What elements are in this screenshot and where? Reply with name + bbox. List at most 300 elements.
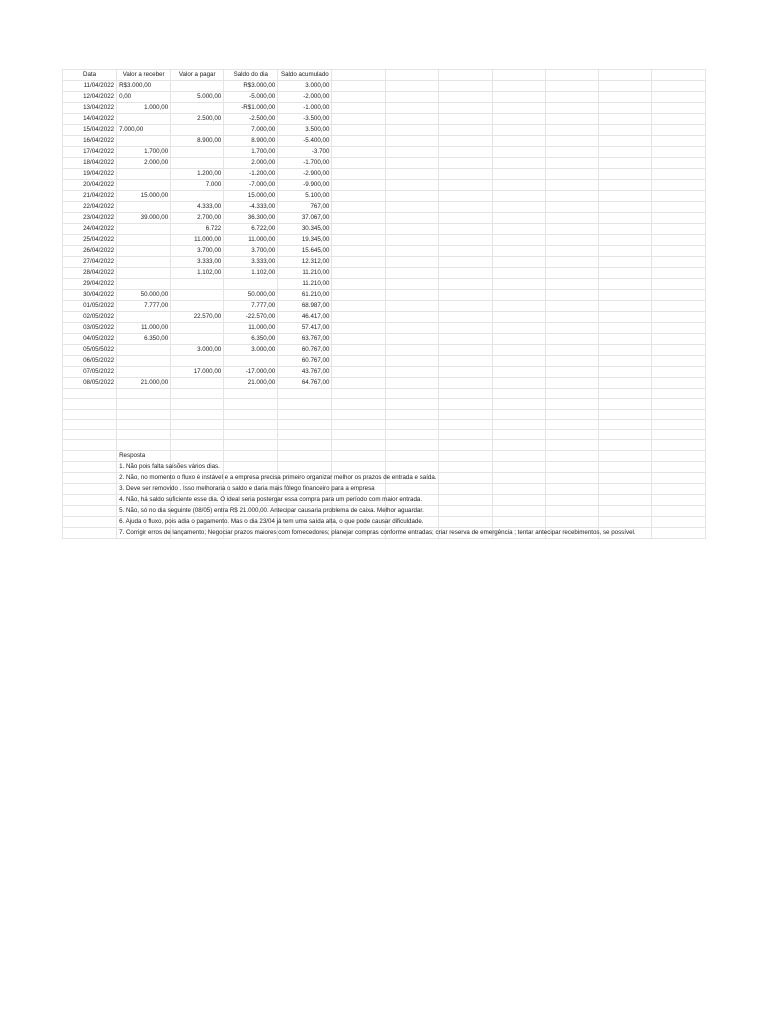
empty-cell[interactable] <box>278 399 332 409</box>
payable-cell[interactable]: 3.333,00 <box>171 257 224 268</box>
empty-cell[interactable] <box>224 409 278 419</box>
empty-cell[interactable] <box>598 450 651 461</box>
day-balance-cell[interactable]: -22.570,00 <box>224 312 278 323</box>
empty-cell[interactable] <box>438 213 492 224</box>
empty-cell[interactable] <box>438 81 492 92</box>
empty-cell[interactable] <box>651 367 705 378</box>
payable-cell[interactable]: 6.722 <box>171 224 224 235</box>
empty-cell[interactable] <box>492 125 545 136</box>
empty-cell[interactable] <box>438 246 492 257</box>
empty-cell[interactable] <box>386 81 438 92</box>
empty-cell[interactable] <box>545 213 598 224</box>
empty-cell[interactable] <box>278 440 332 450</box>
empty-cell[interactable] <box>332 224 386 235</box>
empty-cell[interactable] <box>598 268 651 279</box>
empty-cell[interactable] <box>332 323 386 334</box>
empty-cell[interactable] <box>386 301 438 312</box>
empty-cell[interactable] <box>651 235 705 246</box>
empty-cell[interactable] <box>651 279 705 290</box>
empty-cell[interactable] <box>545 367 598 378</box>
empty-cell[interactable] <box>651 334 705 345</box>
empty-cell[interactable] <box>651 213 705 224</box>
empty-cell[interactable] <box>438 419 492 429</box>
receivable-cell[interactable] <box>117 180 171 191</box>
empty-cell[interactable] <box>545 169 598 180</box>
day-balance-cell[interactable]: R$3.000,00 <box>224 81 278 92</box>
empty-cell[interactable] <box>598 136 651 147</box>
empty-cell[interactable] <box>492 224 545 235</box>
empty-cell[interactable] <box>438 389 492 399</box>
empty-cell[interactable] <box>332 345 386 356</box>
date-cell[interactable]: 22/04/2022 <box>63 202 117 213</box>
empty-cell[interactable] <box>598 147 651 158</box>
payable-cell[interactable] <box>171 378 224 389</box>
empty-cell[interactable] <box>386 409 438 419</box>
empty-cell[interactable] <box>117 430 171 440</box>
empty-cell[interactable] <box>651 147 705 158</box>
day-balance-cell[interactable]: -17.000,00 <box>224 367 278 378</box>
empty-cell[interactable] <box>651 516 705 527</box>
empty-cell[interactable] <box>438 430 492 440</box>
empty-cell[interactable] <box>332 191 386 202</box>
empty-cell[interactable] <box>545 191 598 202</box>
empty-cell[interactable] <box>598 103 651 114</box>
empty-cell[interactable] <box>386 92 438 103</box>
empty-cell[interactable] <box>63 430 117 440</box>
empty-cell[interactable] <box>598 323 651 334</box>
empty-cell[interactable] <box>651 378 705 389</box>
date-cell[interactable]: 15/04/2022 <box>63 125 117 136</box>
receivable-cell[interactable]: 7.000,00 <box>117 125 171 136</box>
day-balance-cell[interactable]: -5.000,00 <box>224 92 278 103</box>
empty-cell[interactable] <box>63 409 117 419</box>
empty-cell[interactable] <box>492 450 545 461</box>
accumulated-balance-cell[interactable]: 30.345,00 <box>278 224 332 235</box>
empty-cell[interactable] <box>651 81 705 92</box>
payable-cell[interactable] <box>171 191 224 202</box>
empty-cell[interactable] <box>492 213 545 224</box>
empty-cell[interactable] <box>386 440 438 450</box>
date-cell[interactable]: 25/04/2022 <box>63 235 117 246</box>
payable-cell[interactable] <box>171 125 224 136</box>
empty-cell[interactable] <box>332 399 386 409</box>
empty-cell[interactable] <box>545 301 598 312</box>
empty-cell[interactable] <box>651 312 705 323</box>
empty-cell[interactable] <box>386 103 438 114</box>
empty-cell[interactable] <box>438 125 492 136</box>
empty-cell[interactable] <box>545 505 598 516</box>
empty-cell[interactable] <box>545 356 598 367</box>
accumulated-balance-cell[interactable]: 68.987,00 <box>278 301 332 312</box>
empty-cell[interactable] <box>545 472 598 483</box>
empty-cell[interactable] <box>545 334 598 345</box>
empty-cell[interactable] <box>117 409 171 419</box>
empty-cell[interactable] <box>386 202 438 213</box>
payable-cell[interactable] <box>171 334 224 345</box>
date-cell[interactable]: 28/04/2022 <box>63 268 117 279</box>
payable-cell[interactable]: 17.000,00 <box>171 367 224 378</box>
empty-cell[interactable] <box>598 158 651 169</box>
empty-cell[interactable] <box>332 246 386 257</box>
empty-cell[interactable] <box>438 312 492 323</box>
day-balance-cell[interactable]: 50.000,00 <box>224 290 278 301</box>
empty-cell[interactable] <box>332 367 386 378</box>
empty-cell[interactable] <box>386 419 438 429</box>
empty-cell[interactable] <box>598 125 651 136</box>
date-cell[interactable]: 06/05/2022 <box>63 356 117 367</box>
empty-cell[interactable] <box>598 202 651 213</box>
empty-cell[interactable] <box>492 158 545 169</box>
receivable-cell[interactable] <box>117 169 171 180</box>
accumulated-balance-cell[interactable]: 63.767,00 <box>278 334 332 345</box>
empty-cell[interactable] <box>492 246 545 257</box>
empty-cell[interactable] <box>386 224 438 235</box>
empty-cell[interactable] <box>492 430 545 440</box>
empty-cell[interactable] <box>492 367 545 378</box>
answer-item[interactable]: 7. Corrigir erros de lançamento; Negociar prazos maiores com fornecedores; planejar compras conforme entradas; criar reserva de emergência ; tentar antecipar recebimentos, se possível. <box>117 527 171 538</box>
receivable-cell[interactable]: 21.000,00 <box>117 378 171 389</box>
empty-cell[interactable] <box>598 290 651 301</box>
empty-cell[interactable] <box>438 345 492 356</box>
empty-cell[interactable] <box>386 430 438 440</box>
empty-cell[interactable] <box>492 516 545 527</box>
empty-cell[interactable] <box>171 389 224 399</box>
empty-cell[interactable] <box>386 257 438 268</box>
empty-cell[interactable] <box>332 430 386 440</box>
empty-cell[interactable] <box>332 378 386 389</box>
empty-cell[interactable] <box>224 430 278 440</box>
empty-cell[interactable] <box>332 312 386 323</box>
accumulated-balance-cell[interactable]: -9.900,00 <box>278 180 332 191</box>
answers-title[interactable]: Resposta <box>117 450 171 461</box>
empty-cell[interactable] <box>332 419 386 429</box>
empty-cell[interactable] <box>651 191 705 202</box>
empty-cell[interactable] <box>651 92 705 103</box>
empty-cell[interactable] <box>651 389 705 399</box>
empty-cell[interactable] <box>651 450 705 461</box>
empty-cell[interactable] <box>438 494 492 505</box>
empty-cell[interactable] <box>332 461 386 472</box>
empty-cell[interactable] <box>545 235 598 246</box>
empty-cell[interactable] <box>438 202 492 213</box>
accumulated-balance-cell[interactable]: 5.100,00 <box>278 191 332 202</box>
empty-cell[interactable] <box>332 389 386 399</box>
empty-cell[interactable] <box>332 450 386 461</box>
empty-cell[interactable] <box>438 450 492 461</box>
empty-cell[interactable] <box>63 461 117 472</box>
empty-cell[interactable] <box>598 378 651 389</box>
empty-cell[interactable] <box>598 389 651 399</box>
payable-cell[interactable]: 5.000,00 <box>171 92 224 103</box>
empty-cell[interactable] <box>332 125 386 136</box>
empty-cell[interactable] <box>651 483 705 494</box>
empty-cell[interactable] <box>651 169 705 180</box>
date-cell[interactable]: 24/04/2022 <box>63 224 117 235</box>
empty-cell[interactable] <box>332 279 386 290</box>
empty-cell[interactable] <box>545 290 598 301</box>
day-balance-cell[interactable]: -1.200,00 <box>224 169 278 180</box>
empty-cell[interactable] <box>651 430 705 440</box>
empty-cell[interactable] <box>492 169 545 180</box>
day-balance-cell[interactable] <box>224 279 278 290</box>
date-cell[interactable]: 19/04/2022 <box>63 169 117 180</box>
empty-cell[interactable] <box>545 345 598 356</box>
empty-cell[interactable] <box>545 461 598 472</box>
empty-cell[interactable] <box>545 419 598 429</box>
day-balance-cell[interactable]: -7.000,00 <box>224 180 278 191</box>
payable-cell[interactable]: 11.000,00 <box>171 235 224 246</box>
empty-cell[interactable] <box>651 345 705 356</box>
receivable-cell[interactable]: 50.000,00 <box>117 290 171 301</box>
empty-cell[interactable] <box>598 279 651 290</box>
column-header[interactable]: Data <box>63 70 117 81</box>
receivable-cell[interactable] <box>117 356 171 367</box>
accumulated-balance-cell[interactable]: 60.767,00 <box>278 356 332 367</box>
day-balance-cell[interactable]: 2.000,00 <box>224 158 278 169</box>
empty-cell[interactable] <box>492 399 545 409</box>
empty-cell[interactable] <box>492 378 545 389</box>
empty-cell[interactable] <box>492 419 545 429</box>
empty-cell[interactable] <box>545 494 598 505</box>
receivable-cell[interactable] <box>117 257 171 268</box>
day-balance-cell[interactable]: 7.000,00 <box>224 125 278 136</box>
empty-cell[interactable] <box>598 409 651 419</box>
empty-cell[interactable] <box>492 136 545 147</box>
empty-cell[interactable] <box>651 409 705 419</box>
accumulated-balance-cell[interactable]: 12.312,00 <box>278 257 332 268</box>
empty-cell[interactable] <box>171 419 224 429</box>
empty-cell[interactable] <box>438 323 492 334</box>
empty-cell[interactable] <box>545 279 598 290</box>
empty-cell[interactable] <box>545 224 598 235</box>
date-cell[interactable]: 08/05/2022 <box>63 378 117 389</box>
empty-cell[interactable] <box>386 70 438 81</box>
empty-cell[interactable] <box>492 334 545 345</box>
empty-cell[interactable] <box>63 450 117 461</box>
receivable-cell[interactable]: 7.777,00 <box>117 301 171 312</box>
accumulated-balance-cell[interactable]: -5.400,00 <box>278 136 332 147</box>
day-balance-cell[interactable]: 3.333,00 <box>224 257 278 268</box>
payable-cell[interactable] <box>171 301 224 312</box>
empty-cell[interactable] <box>386 483 438 494</box>
date-cell[interactable]: 17/04/2022 <box>63 147 117 158</box>
empty-cell[interactable] <box>386 367 438 378</box>
day-balance-cell[interactable]: 21.000,00 <box>224 378 278 389</box>
empty-cell[interactable] <box>598 440 651 450</box>
empty-cell[interactable] <box>598 213 651 224</box>
empty-cell[interactable] <box>651 301 705 312</box>
empty-cell[interactable] <box>438 505 492 516</box>
accumulated-balance-cell[interactable]: 43.767,00 <box>278 367 332 378</box>
day-balance-cell[interactable]: 11.000,00 <box>224 235 278 246</box>
empty-cell[interactable] <box>63 419 117 429</box>
empty-cell[interactable] <box>545 202 598 213</box>
empty-cell[interactable] <box>438 356 492 367</box>
column-header[interactable]: Valor a receber <box>117 70 171 81</box>
empty-cell[interactable] <box>545 516 598 527</box>
empty-cell[interactable] <box>651 472 705 483</box>
empty-cell[interactable] <box>598 301 651 312</box>
empty-cell[interactable] <box>332 235 386 246</box>
day-balance-cell[interactable]: 1.700,00 <box>224 147 278 158</box>
empty-cell[interactable] <box>278 419 332 429</box>
payable-cell[interactable] <box>171 279 224 290</box>
empty-cell[interactable] <box>598 180 651 191</box>
accumulated-balance-cell[interactable]: 19.345,00 <box>278 235 332 246</box>
payable-cell[interactable] <box>171 290 224 301</box>
answer-item[interactable]: 4. Não, há saldo suficiente esse dia. O ideal seria postergar essa compra para um período com maior entrada. <box>117 494 171 505</box>
empty-cell[interactable] <box>545 136 598 147</box>
empty-cell[interactable] <box>545 158 598 169</box>
empty-cell[interactable] <box>492 103 545 114</box>
empty-cell[interactable] <box>386 191 438 202</box>
payable-cell[interactable] <box>171 356 224 367</box>
accumulated-balance-cell[interactable]: 64.767,00 <box>278 378 332 389</box>
empty-cell[interactable] <box>598 356 651 367</box>
date-cell[interactable]: 13/04/2022 <box>63 103 117 114</box>
empty-cell[interactable] <box>332 169 386 180</box>
empty-cell[interactable] <box>438 268 492 279</box>
empty-cell[interactable] <box>651 290 705 301</box>
empty-cell[interactable] <box>598 191 651 202</box>
empty-cell[interactable] <box>438 136 492 147</box>
empty-cell[interactable] <box>598 494 651 505</box>
empty-cell[interactable] <box>438 472 492 483</box>
receivable-cell[interactable]: 1.700,00 <box>117 147 171 158</box>
empty-cell[interactable] <box>651 246 705 257</box>
accumulated-balance-cell[interactable]: 11.210,00 <box>278 279 332 290</box>
date-cell[interactable]: 02/05/2022 <box>63 312 117 323</box>
empty-cell[interactable] <box>598 81 651 92</box>
empty-cell[interactable] <box>438 367 492 378</box>
day-balance-cell[interactable]: -4.333,00 <box>224 202 278 213</box>
empty-cell[interactable] <box>545 399 598 409</box>
receivable-cell[interactable] <box>117 235 171 246</box>
answer-item[interactable]: 5. Não, só no dia seguinte (08/05) entra R$ 21.000,00. Antecipar causaria problema de caixa. Melhor aguardar. <box>117 505 171 516</box>
empty-cell[interactable] <box>386 389 438 399</box>
empty-cell[interactable] <box>651 399 705 409</box>
date-cell[interactable]: 23/04/2022 <box>63 213 117 224</box>
payable-cell[interactable]: 22.570,00 <box>171 312 224 323</box>
empty-cell[interactable] <box>598 430 651 440</box>
empty-cell[interactable] <box>224 440 278 450</box>
empty-cell[interactable] <box>63 516 117 527</box>
empty-cell[interactable] <box>651 356 705 367</box>
empty-cell[interactable] <box>545 180 598 191</box>
empty-cell[interactable] <box>278 450 332 461</box>
empty-cell[interactable] <box>545 483 598 494</box>
empty-cell[interactable] <box>63 505 117 516</box>
empty-cell[interactable] <box>438 92 492 103</box>
date-cell[interactable]: 03/05/2022 <box>63 323 117 334</box>
receivable-cell[interactable] <box>117 114 171 125</box>
empty-cell[interactable] <box>117 440 171 450</box>
empty-cell[interactable] <box>492 180 545 191</box>
empty-cell[interactable] <box>492 494 545 505</box>
empty-cell[interactable] <box>386 268 438 279</box>
receivable-cell[interactable] <box>117 136 171 147</box>
receivable-cell[interactable]: 11.000,00 <box>117 323 171 334</box>
empty-cell[interactable] <box>492 461 545 472</box>
payable-cell[interactable] <box>171 81 224 92</box>
empty-cell[interactable] <box>545 440 598 450</box>
empty-cell[interactable] <box>332 290 386 301</box>
empty-cell[interactable] <box>386 180 438 191</box>
empty-cell[interactable] <box>492 290 545 301</box>
empty-cell[interactable] <box>598 472 651 483</box>
empty-cell[interactable] <box>598 334 651 345</box>
receivable-cell[interactable] <box>117 345 171 356</box>
empty-cell[interactable] <box>332 334 386 345</box>
answer-item[interactable]: 2. Não, no momento o fluxo é instável e a empresa precisa primeiro organizar melhor os prazos de entrada e saída. <box>117 472 171 483</box>
empty-cell[interactable] <box>117 389 171 399</box>
empty-cell[interactable] <box>492 323 545 334</box>
empty-cell[interactable] <box>63 483 117 494</box>
empty-cell[interactable] <box>651 494 705 505</box>
empty-cell[interactable] <box>438 279 492 290</box>
date-cell[interactable]: 21/04/2022 <box>63 191 117 202</box>
empty-cell[interactable] <box>545 378 598 389</box>
answer-item[interactable]: 3. Deve ser removido . Isso melhoraria o saldo e daria mais fôlego financeiro para a empresa <box>117 483 171 494</box>
empty-cell[interactable] <box>598 169 651 180</box>
empty-cell[interactable] <box>651 125 705 136</box>
empty-cell[interactable] <box>438 409 492 419</box>
empty-cell[interactable] <box>492 202 545 213</box>
empty-cell[interactable] <box>386 125 438 136</box>
empty-cell[interactable] <box>438 224 492 235</box>
empty-cell[interactable] <box>386 378 438 389</box>
empty-cell[interactable] <box>278 461 332 472</box>
empty-cell[interactable] <box>386 312 438 323</box>
empty-cell[interactable] <box>224 389 278 399</box>
empty-cell[interactable] <box>278 430 332 440</box>
receivable-cell[interactable] <box>117 312 171 323</box>
empty-cell[interactable] <box>651 70 705 81</box>
day-balance-cell[interactable]: -R$1.000,00 <box>224 103 278 114</box>
payable-cell[interactable]: 2.700,00 <box>171 213 224 224</box>
date-cell[interactable]: 27/04/2022 <box>63 257 117 268</box>
empty-cell[interactable] <box>492 114 545 125</box>
empty-cell[interactable] <box>332 103 386 114</box>
empty-cell[interactable] <box>332 257 386 268</box>
empty-cell[interactable] <box>332 114 386 125</box>
empty-cell[interactable] <box>598 419 651 429</box>
empty-cell[interactable] <box>386 246 438 257</box>
day-balance-cell[interactable]: 11.000,00 <box>224 323 278 334</box>
empty-cell[interactable] <box>492 301 545 312</box>
payable-cell[interactable]: 8.900,00 <box>171 136 224 147</box>
receivable-cell[interactable]: 39.000,00 <box>117 213 171 224</box>
day-balance-cell[interactable]: 3.000,00 <box>224 345 278 356</box>
date-cell[interactable]: 30/04/2022 <box>63 290 117 301</box>
receivable-cell[interactable]: 15.000,00 <box>117 191 171 202</box>
empty-cell[interactable] <box>438 483 492 494</box>
empty-cell[interactable] <box>598 70 651 81</box>
empty-cell[interactable] <box>492 472 545 483</box>
payable-cell[interactable]: 1.200,00 <box>171 169 224 180</box>
empty-cell[interactable] <box>598 399 651 409</box>
day-balance-cell[interactable]: 6.350,00 <box>224 334 278 345</box>
empty-cell[interactable] <box>545 312 598 323</box>
accumulated-balance-cell[interactable]: 3.000,00 <box>278 81 332 92</box>
empty-cell[interactable] <box>386 235 438 246</box>
empty-cell[interactable] <box>332 70 386 81</box>
empty-cell[interactable] <box>598 235 651 246</box>
empty-cell[interactable] <box>545 81 598 92</box>
date-cell[interactable]: 16/04/2022 <box>63 136 117 147</box>
empty-cell[interactable] <box>651 461 705 472</box>
date-cell[interactable]: 04/05/2022 <box>63 334 117 345</box>
